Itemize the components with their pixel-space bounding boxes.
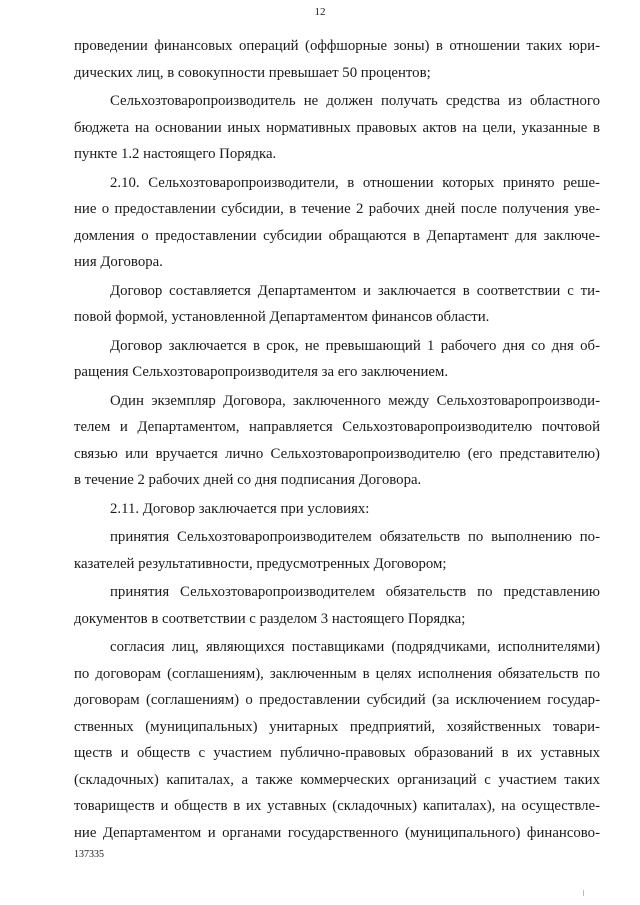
document-body	[74, 33, 600, 846]
scan-edge-mark	[583, 890, 584, 896]
text-line: повой формой, установленной Департаментом финансов области.	[74, 309, 490, 325]
text-line: Один экземпляр Договора, заключенного между Сельхозтоваропроизводи-	[110, 392, 600, 409]
text-line: ние о предоставлении субсидии, в течение 2 рабочих дней после получения уве-	[74, 201, 600, 217]
text-line: 2.10. Сельхозтоваропроизводители, в отношении которых принято реше-	[110, 174, 600, 191]
text-line: пункте 1.2 настоящего Порядка.	[74, 146, 277, 162]
text-line: ществ и обществ с участием публично-правовых образований в их уставных	[74, 745, 600, 761]
text-line: казателей результативности, предусмотренных Договором;	[74, 555, 447, 572]
text-line: ращения Сельхозтоваропроизводителя за его заключением.	[74, 364, 449, 380]
text-line: принятия Сельхозтоваропроизводителем обязательств по представлению	[110, 584, 600, 600]
text-line: Договор заключается в срок, не превышающий 1 рабочего дня со дня об-	[110, 337, 600, 354]
text-line: договорам (соглашениям) о предоставлении субсидий (за исключением государ-	[74, 692, 600, 708]
text-line: Договор составляется Департаментом и заключается в соответствии с ти-	[110, 282, 600, 299]
text-line: ственных (муниципальных) унитарных предприятий, хозяйственных товари-	[74, 718, 600, 735]
text-line: ния Договора.	[74, 254, 163, 270]
text-line: (складочных) капиталах, а также коммерческих организаций с участием таких	[74, 771, 600, 788]
text-line: дических лиц, в совокупности превышает 50 процентов;	[74, 64, 431, 81]
text-line: в течение 2 рабочих дней со дня подписания Договора.	[74, 472, 422, 488]
text-line: принятия Сельхозтоваропроизводителем обязательств по выполнению по-	[110, 529, 600, 545]
text-line: Сельхозтоваропроизводитель не должен получать средства из областного	[110, 93, 600, 109]
text-line: проведении финансовых операций (оффшорные зоны) в отношении таких юри-	[74, 38, 600, 54]
text-line: согласия лиц, являющихся поставщиками (подрядчиками, исполнителями)	[110, 639, 600, 655]
text-line: телем и Департаментом, направляется Сельхозтоваропроизводителю почтовой	[74, 419, 600, 435]
text-line: по договорам (соглашениям), заключенным в целях исполнения обязательств по	[74, 665, 600, 682]
text-line: связью или вручается лично Сельхозтоваропроизводителю (его представителю)	[74, 445, 600, 462]
text-line: документов в соответствии с разделом 3 настоящего Порядка;	[74, 610, 466, 627]
page-number: 12	[314, 6, 326, 18]
text-line: 2.11. Договор заключается при условиях:	[110, 500, 370, 517]
text-line: ние Департаментом и органами государственного (муниципального) финансово-	[74, 824, 600, 841]
document-code: 137335	[74, 849, 104, 860]
text-line: бюджета на основании иных нормативных правовых актов на цели, указанные в	[74, 119, 600, 136]
text-line: домления о предоставлении субсидии обращаются в Департамент для заключе-	[74, 227, 600, 244]
text-line: товариществ и обществ в их уставных (складочных) капиталах), на осуществле-	[74, 798, 600, 814]
